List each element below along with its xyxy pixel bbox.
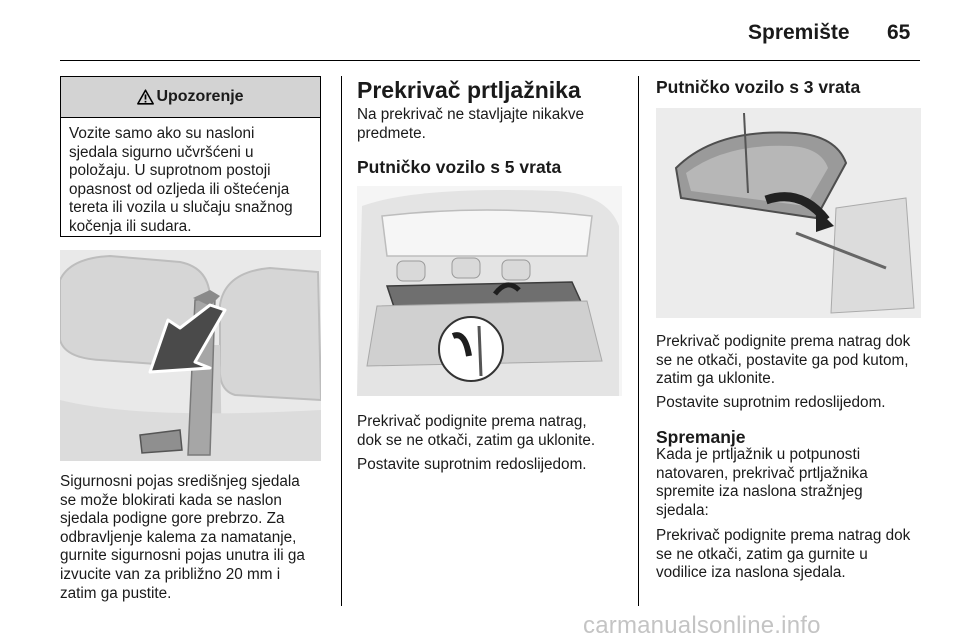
- text-line: Prekrivač podignite prema natrag dok: [656, 527, 911, 544]
- text-line: se može blokirati kada se naslon: [60, 491, 282, 509]
- text-line: Na prekrivač ne stavljajte nikakve: [357, 106, 585, 123]
- subheading-3-door: Putničko vozilo s 3 vrata: [656, 77, 861, 97]
- text-line: tereta ili vozila u slučaju snažnog: [69, 199, 293, 217]
- column-divider: [341, 76, 342, 606]
- text-line: predmete.: [357, 124, 426, 142]
- step-5-door: [357, 413, 632, 450]
- subheading-5-door: Putničko vozilo s 5 vrata: [357, 157, 562, 177]
- text-line: Kada je prtljažnik u potpunosti: [656, 446, 861, 463]
- text-line: se ne otkači, zatim ga gurnite u: [656, 545, 868, 563]
- text-line: sjedala podigne gore prebrzo. Za: [60, 510, 285, 528]
- text-line: Prekrivač podignite prema natrag dok: [656, 333, 911, 350]
- text-line: natovaren, prekrivač prtljažnika: [656, 464, 868, 482]
- page-title: Spremište: [748, 21, 850, 44]
- text-line: gurnite sigurnosni pojas unutra ili ga: [60, 547, 305, 565]
- text-line: se ne otkači, postavite ga pod kutom,: [656, 351, 909, 369]
- text-line: odbravljenje kalema za namatanje,: [60, 528, 297, 546]
- watermark: carmanualsonline.info: [583, 612, 821, 639]
- text-line: vodilice iza naslona sjedala.: [656, 564, 846, 582]
- text-line: opasnost od ozljeda ili oštećenja: [69, 180, 290, 198]
- reverse-note-5-door: Postavite suprotnim redoslijedom.: [357, 456, 587, 473]
- text-line: dok se ne otkači, zatim ga uklonite.: [357, 431, 596, 449]
- seatbelt-paragraph: [60, 473, 335, 603]
- text-line: položaju. U suprotnom postoji: [69, 162, 271, 180]
- warning-header: [61, 77, 320, 118]
- text-line: sjedala sigurno učvršćeni u: [69, 143, 254, 161]
- warning-box: [60, 76, 321, 237]
- text-line: zatim ga uklonite.: [656, 370, 776, 388]
- storage-step: [656, 527, 931, 583]
- text-line: kočenja ili sudara.: [69, 217, 192, 235]
- warning-title: Upozorenje: [156, 88, 244, 105]
- text-line: izvucite van za približno 20 mm i: [60, 565, 281, 583]
- text-line: spremite iza naslona stražnjeg: [656, 483, 863, 501]
- text-line: zatim ga pustite.: [60, 584, 172, 602]
- storage-paragraph: [656, 446, 931, 520]
- text-line: Prekrivač podignite prema natrag,: [357, 413, 587, 430]
- warning-text: [61, 118, 320, 237]
- page-header: [0, 0, 960, 60]
- header-rule: [60, 60, 920, 61]
- section-heading: Prekrivač prtljažnika: [357, 77, 581, 103]
- cargo-cover-5-door-illustration: [357, 186, 622, 396]
- text-line: Vozite samo ako su nasloni: [69, 125, 255, 142]
- reverse-note-3-door: Postavite suprotnim redoslijedom.: [656, 394, 886, 411]
- warning-triangle-icon: [137, 89, 154, 105]
- text-line: Sigurnosni pojas središnjeg sjedala: [60, 473, 300, 490]
- column-divider: [638, 76, 639, 606]
- page-number: 65: [887, 21, 911, 44]
- intro-paragraph: [357, 106, 632, 143]
- text-line: sjedala:: [656, 501, 709, 519]
- cargo-cover-3-door-illustration: [656, 108, 921, 318]
- storage-heading: Spremanje: [656, 427, 746, 447]
- step-3-door: [656, 333, 931, 389]
- seatbelt-illustration: [60, 250, 321, 461]
